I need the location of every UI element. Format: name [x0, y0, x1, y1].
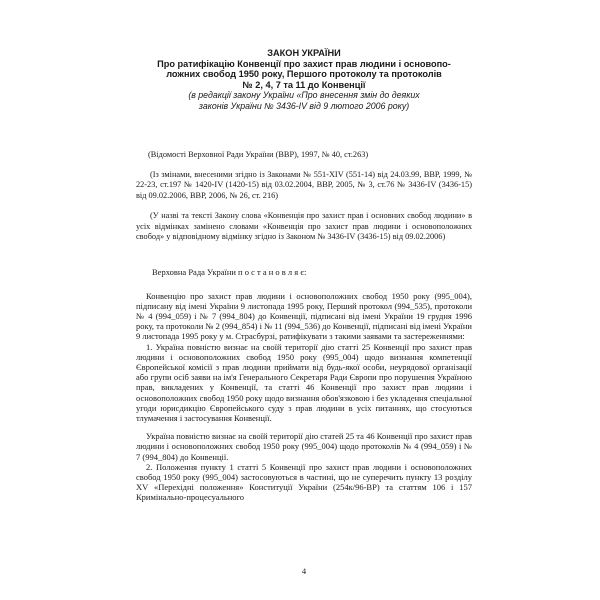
resolution-clause: Верховна Рада України п о с т а н о в л я є: [152, 267, 307, 278]
amendments-note: (Із змінами, внесеними згідно із Законами № 551-XIV (551-14) від 24.03.99, ВВР, 1999, № 22-23, ст.197 № 1420-IV (1420-15) від 03.02.2004, ВВР, 2005, № 3, ст.76 № 3436-IV (3436-15) від 09.02.2006, ВВР, 2006, № 26, ст. 216) [136, 169, 472, 200]
declaration-protocols: Україна повністю визнає на своїй території дію статей 25 та 46 Конвенції про захист прав людини і основоположних свобод 1950 року (995_004) щодо протоколів № 4 (994_059) і № 7 (994_804) до Конвенції. [136, 431, 472, 462]
law-header [136, 48, 472, 112]
law-subtitle-line-1: Про ратифікацію Конвенції про захист прав людини і основопо- [157, 58, 451, 69]
source-reference: (Відомості Верховної Ради України (ВВР), 1997, № 40, ст.263) [148, 149, 369, 159]
title-change-note: (У назві та тексті Закону слова «Конвенція про захист прав і основних свобод людини» в усіх відмінках замінено словами «Конвенція про захист прав людини і основоположних свобод» у відповідному відмінку згідно із Законом № 3436-IV (3436-15) від 09.02.2006) [136, 211, 472, 241]
declaration-item-1: 1. Україна повністю визнає на своїй території дію статті 25 Конвенції про захист прав людини і основоположних свобод 1950 року (995_004) щодо визнання компетенції Європейської комісії з прав людини приймати від будь-якої особи, неурядової організації або групи осіб заяви на ім'я Генерального Секретаря Ради Європи про порушення Україною прав, викладених у Конвенції, та статті 46 Конвенції про захист прав людини і основоположних свобод 1950 року щодо визнання обов'язковою і без укладення спеціальної угоди юрисдикцію Європейського суду з прав людини в усіх питаннях, що стосуються тлумачення і застосування Конвенції. [136, 341, 472, 424]
document-page [136, 48, 472, 588]
law-subtitle-line-3: № 2, 4, 7 та 11 до Конвенції [242, 79, 366, 90]
law-subtitle-line-2: ложних свобод 1950 року, Першого протоколу та протоколів [166, 69, 442, 80]
law-title: ЗАКОН УКРАЇНИ [267, 48, 341, 58]
declaration-item-2: 2. Положення пункту 1 статті 5 Конвенції про захист прав людини і основоположних свобод 1950 року (995_004) застосовуються в частині, що не суперечить пункту 13 розділу XV «Перехідні положення» Конституції України (254к/96-ВР) та статтям 106 і 157 Кримінально-процесуального [136, 461, 472, 503]
ratification-paragraph: Конвенцію про захист прав людини і основоположних свобод 1950 року (995_004), підписану від імені України 9 листопада 1995 року, Перший протокол (994_535), протоколи № 4 (994_059) і № 7 (994_804) до Конвенції, підписані від імені України 19 грудня 1996 року, та протоколи № 2 (994_854) і № 11 (994_536) до Конвенції, підписані від імені України 9 листопада 1995 року у м. Страсбурзі, ратифікувати з такими заявами та застереженнями: [136, 290, 472, 342]
edition-note-line-1: (в редакції закону України «Про внесення змін до деяких [188, 90, 420, 101]
edition-note-line-2: законів України № 3436-IV від 9 лютого 2006 року) [198, 100, 410, 111]
page-number: 4 [301, 566, 307, 576]
